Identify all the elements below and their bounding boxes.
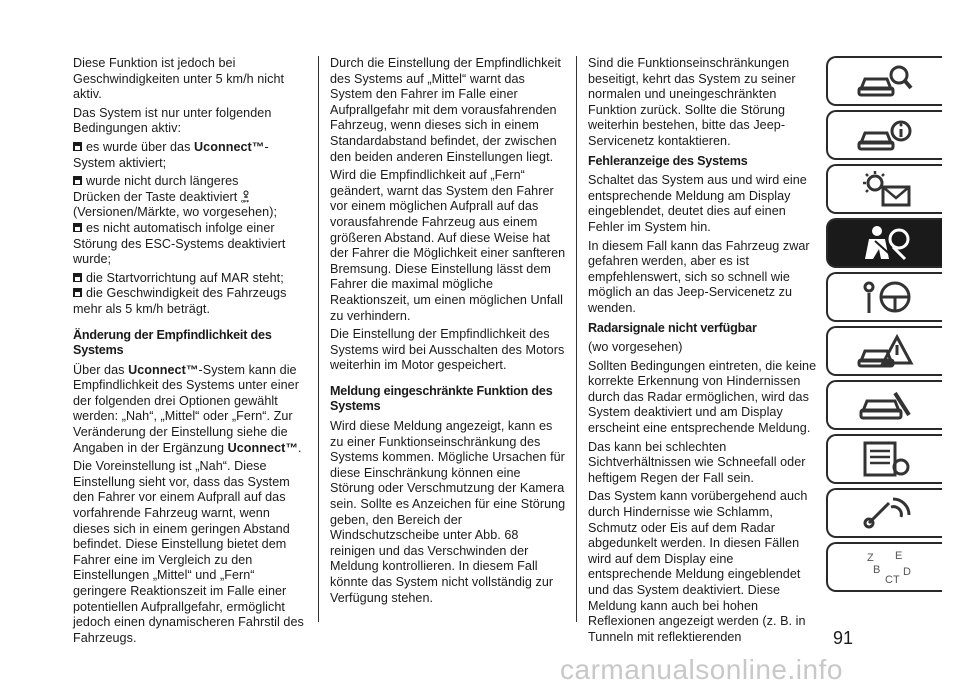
tab-emergency[interactable] — [826, 326, 942, 376]
bullet-item: es wurde über das Uconnect™-System aktiviert; — [73, 139, 269, 170]
paragraph: Sollten Bedingungen eintreten, die keine korrekte Erkennung von Hindernissen durch das Radar ermöglichen, wird das System deaktiviert und am Display erscheint eine entsprechende Meldung. — [588, 358, 817, 436]
bullet-item: die Startvorrichtung auf MAR steht; — [73, 271, 309, 287]
emergency-icon — [855, 331, 915, 371]
paragraph: Wird die Empfindlichkeit auf „Fern“ geändert, warnt das System den Fahrer vor einem möglichen Aufprall auf das vorausfahrende Fahrzeug aus einem größeren Abstand. Auf diese Weise hat der Fahrer die Möglichkeit einer sanfteren Bremsung. Diese Einstellung lässt dem Fahrer die maximal mögliche Reaktionszeit, um einen möglichen Unfall zu verhindern. — [330, 168, 566, 323]
paragraph: Die Voreinstellung ist „Nah“. Diese Einstellung sieht vor, dass das System den Fahrer vor einem Aufprall auf das vorfahrende Fahrzeug warnt, wenn dieses sich in einem geringen Abstand befindet. Diese Einstellung bietet dem Fahrer eine im Vergleich zu den Einstellungen „Mittel“ und „Fern“ geringere Reaktionszeit im Falle einer potentiellen Aufprallgefahr, ermöglicht jedoch einen dynamischeren Fahrstil des Fahrzeugs. — [73, 459, 304, 645]
sensor-off-icon — [241, 190, 251, 203]
paragraph: Schaltet das System aus und wird eine entsprechende Meldung am Display eingeblendet, deutet dies auf einen Fehler im System hin. — [588, 173, 807, 234]
column-divider-2 — [576, 56, 577, 622]
maintenance-icon — [855, 385, 915, 425]
paragraph: Das System kann vorübergehend auch durch Hindernisse wie Schlamm, Schmutz oder Eis auf dem Radar abgedunkelt werden. In diesen Fällen wird auf dem Display eine entsprechende Meldung eingeblendet und das System deaktiviert. Diese Meldung kann auch bei hohen Reflexionen angezeigt werden (z. B. in Tunneln mit reflektierenden — [588, 489, 808, 644]
chapter-tabs — [826, 56, 944, 596]
section-heading: Radarsignale nicht verfügbar — [588, 320, 757, 335]
tab-car-info[interactable] — [826, 110, 942, 160]
column-2 — [330, 56, 566, 609]
paragraph: In diesem Fall kann das Fahrzeug zwar gefahren werden, aber es ist empfehlenswert, sich so schnell wie möglich an das Jeep-Servicenetz zu wenden. — [588, 238, 810, 315]
paragraph: (wo vorgesehen) — [588, 340, 683, 355]
car-info-icon — [855, 115, 915, 155]
svg-text:D: D — [903, 566, 911, 578]
svg-text:OFF: OFF — [240, 198, 250, 203]
index-icon — [855, 547, 915, 587]
safety-airbag-icon — [855, 223, 915, 263]
bullet-icon — [73, 142, 82, 151]
section-heading: Fehleranzeige des Systems — [588, 153, 748, 168]
tab-warning-lights[interactable] — [826, 164, 942, 214]
bullet-icon — [73, 176, 82, 185]
svg-text:Z: Z — [867, 552, 874, 564]
svg-text:C: C — [885, 574, 893, 586]
section-heading: Meldung eingeschränkte Funktion des Systems — [330, 383, 553, 414]
technical-data-icon — [855, 439, 915, 479]
svg-text:E: E — [895, 550, 903, 562]
steering-wheel-icon — [855, 277, 915, 317]
svg-text:T: T — [893, 574, 900, 586]
tab-safety[interactable] — [826, 218, 942, 268]
paragraph: Diese Funktion ist jedoch bei Geschwindigkeiten unter 5 km/h nicht aktiv. — [73, 56, 285, 102]
page-number: 91 — [833, 628, 854, 648]
column-divider-1 — [318, 56, 319, 622]
bullet-item: die Geschwindigkeit des Fahrzeugs mehr als 5 km/h beträgt. — [73, 286, 287, 316]
paragraph: Die Einstellung der Empfindlichkeit des Systems wird bei Ausschalten des Motors weiterhin im Motor gespeichert. — [330, 327, 565, 373]
paragraph: Wird diese Meldung angezeigt, kann es zu einer Funktionseinschränkung des Systems kommen. Mögliche Ursachen für diese Einschränkung können eine Störung oder Verschmutzung der Kamera sein. Sollte es Anzeichen für eine Störung geben, den Bereich der Windschutzscheibe unter Abb. 68 reinigen und das Verschwinden der Meldung kontrollieren. In diesem Fall könnte das System nicht vollständig zur Verfügung stehen. — [330, 419, 566, 605]
paragraph: Über das Uconnect™-System kann die Empfindlichkeit des Systems unter einer der folgenden drei Optionen gewählt werden: „Nah“, „Mittel“ oder „Fern“. Zur Veränderung der Einstellung siehe die Angaben in der Ergänzung Uconnect™. — [73, 362, 302, 455]
tab-index[interactable] — [826, 542, 942, 592]
tab-maintenance[interactable] — [826, 380, 942, 430]
column-1 — [73, 56, 309, 649]
tab-starting-driving[interactable] — [826, 272, 942, 322]
paragraph: Sind die Funktionseinschränkungen beseitigt, kehrt das System zu seiner normalen und uneingeschränkten Funktion zurück. Sollte die Störung weiterhin bestehen, bitte das Jeep-Servicenetz kontaktieren. — [588, 56, 796, 148]
bullet-icon — [73, 273, 82, 282]
svg-text:B: B — [873, 564, 881, 576]
tab-technical-data[interactable] — [826, 434, 942, 484]
column-3 — [588, 56, 820, 648]
bullet-icon — [73, 223, 82, 232]
paragraph: Durch die Einstellung der Empfindlichkeit des Systems auf „Mittel“ warnt das System den Fahrer im Falle einer Aufprallgefahr mit dem vorausfahrenden Fahrzeug, wenn dieses sich in einem Standardabstand befindet, der zwischen den beiden anderen Einstellungen liegt. — [330, 56, 561, 164]
warning-lights-icon — [855, 169, 915, 209]
bullet-item: wurde nicht durch längeres Drücken der Taste deaktiviert OFF (Versionen/Märkte, wo vorgesehen); — [73, 174, 277, 220]
bullet-item: es nicht automatisch infolge einer Störung des ESC-Systems deaktiviert wurde; — [73, 220, 286, 267]
tab-multimedia[interactable] — [826, 488, 942, 538]
tab-car-search[interactable] — [826, 56, 942, 106]
car-search-icon — [855, 61, 915, 101]
paragraph: Das kann bei schlechten Sichtverhältnissen wie Schneefall oder heftigem Regen der Fall sein. — [588, 439, 806, 485]
multimedia-icon — [855, 493, 915, 533]
paragraph: Das System ist nur unter folgenden Bedingungen aktiv: — [73, 105, 272, 136]
bullet-icon — [73, 288, 82, 297]
section-heading: Änderung der Empfindlichkeit des Systems — [73, 327, 272, 358]
watermark[interactable]: carmanualsonline.info — [560, 654, 843, 685]
